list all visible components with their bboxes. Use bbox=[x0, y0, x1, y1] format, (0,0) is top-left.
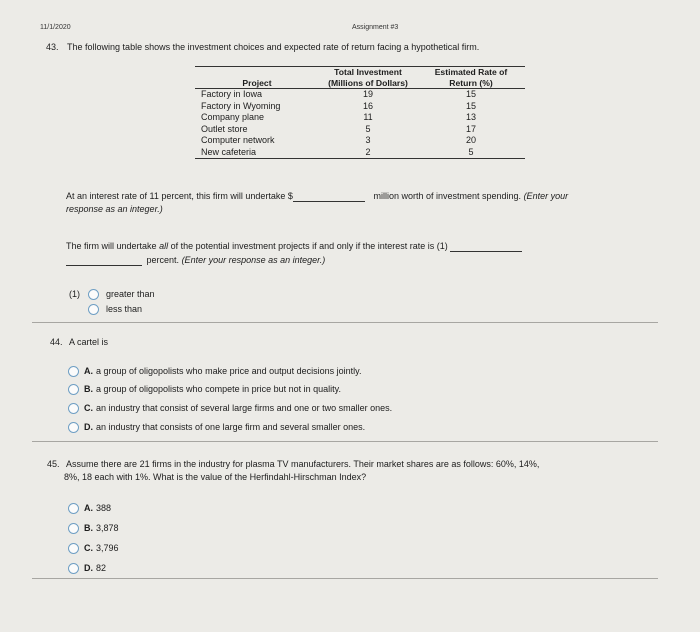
q44-option-d[interactable]: D. an industry that consists of one large firm and several smaller ones. bbox=[84, 422, 366, 432]
q44-option-c[interactable]: C. an industry that consist of several large firms and one or two smaller ones. bbox=[84, 403, 393, 413]
radio-q44-c[interactable] bbox=[68, 403, 79, 414]
q44-option-b[interactable]: B. a group of oligopolists who compete in price but not in quality. bbox=[84, 384, 341, 394]
interest-comparison-dropdown[interactable] bbox=[450, 251, 522, 252]
q45-heading: 45. Assume there are 21 firms in the industry for plasma TV manufacturers. Their market shares are as follows: 60%, 14%, bbox=[47, 459, 540, 469]
header-date: 11/1/2020 bbox=[40, 24, 71, 31]
q44-heading: 44. A cartel is bbox=[50, 337, 109, 347]
investment-table bbox=[195, 66, 525, 159]
radio-q45-c[interactable] bbox=[68, 543, 79, 554]
q45-option-c[interactable]: C. 3,796 bbox=[84, 543, 119, 553]
col-header-total-investment: Total Investment (Millions of Dollars) bbox=[328, 67, 408, 88]
col-header-project: Project bbox=[242, 77, 272, 88]
q45-option-d[interactable]: D. 82 bbox=[84, 563, 107, 573]
q43-part1-text: At an interest rate of 11 percent, this firm will undertake $ million worth of investment spending. (Enter your bbox=[66, 191, 569, 201]
q45-prompt-line2: 8%, 18 each with 1%. What is the value of the Herfindahl-Hirschman Index? bbox=[64, 472, 367, 482]
q43-part1-instruction: (Enter your bbox=[523, 191, 569, 201]
radio-q45-b[interactable] bbox=[68, 523, 79, 534]
choice-greater-than[interactable]: greater than bbox=[106, 289, 155, 299]
q43-part2-text: The firm will undertake all of the potential investment projects if and only if the interest rate is (1) bbox=[66, 240, 522, 252]
q43-part2-instruction: (Enter your response as an integer.) bbox=[181, 255, 326, 265]
header-assignment: Assignment #3 bbox=[352, 24, 399, 31]
q43-number: 43. bbox=[46, 42, 59, 52]
q43-part2-line2: percent. (Enter your response as an integer.) bbox=[66, 254, 325, 266]
q43-heading bbox=[46, 41, 479, 53]
table-header-row bbox=[195, 67, 525, 89]
radio-q44-a[interactable] bbox=[68, 366, 79, 377]
divider bbox=[32, 441, 658, 442]
table-row: New cafeteria 2 5 bbox=[195, 147, 525, 159]
choice-group-label: (1) bbox=[69, 289, 80, 299]
radio-q44-d[interactable] bbox=[68, 422, 79, 433]
q43-part1-instruction-2: response as an integer.) bbox=[66, 204, 163, 214]
col-header-rate-of-return: Estimated Rate of Return (%) bbox=[434, 67, 508, 88]
table-row: Outlet store 5 17 bbox=[201, 123, 476, 134]
radio-q44-b[interactable] bbox=[68, 384, 79, 395]
q45-option-a[interactable]: A. 388 bbox=[84, 503, 112, 513]
table-row: Factory in Iowa 19 15 bbox=[201, 89, 476, 100]
q44-option-a[interactable]: A. a group of oligopolists who make price and output decisions jointly. bbox=[84, 366, 362, 376]
interest-rate-answer-input[interactable] bbox=[66, 265, 142, 266]
table-row: Computer network 3 20 bbox=[201, 135, 476, 146]
q45-option-b[interactable]: B. 3,878 bbox=[84, 523, 119, 533]
radio-q45-d[interactable] bbox=[68, 563, 79, 574]
radio-less-than[interactable] bbox=[88, 304, 99, 315]
radio-greater-than[interactable] bbox=[88, 289, 99, 300]
q43-prompt: The following table shows the investment choices and expected rate of return facing a hypothetical firm. bbox=[67, 42, 480, 52]
table-row: Factory in Wyoming 16 15 bbox=[201, 100, 476, 111]
investment-answer-input[interactable] bbox=[293, 201, 365, 202]
table-row: Company plane 11 13 bbox=[201, 112, 476, 123]
divider bbox=[32, 322, 658, 323]
choice-less-than[interactable]: less than bbox=[106, 304, 143, 314]
divider bbox=[32, 578, 658, 579]
radio-q45-a[interactable] bbox=[68, 503, 79, 514]
